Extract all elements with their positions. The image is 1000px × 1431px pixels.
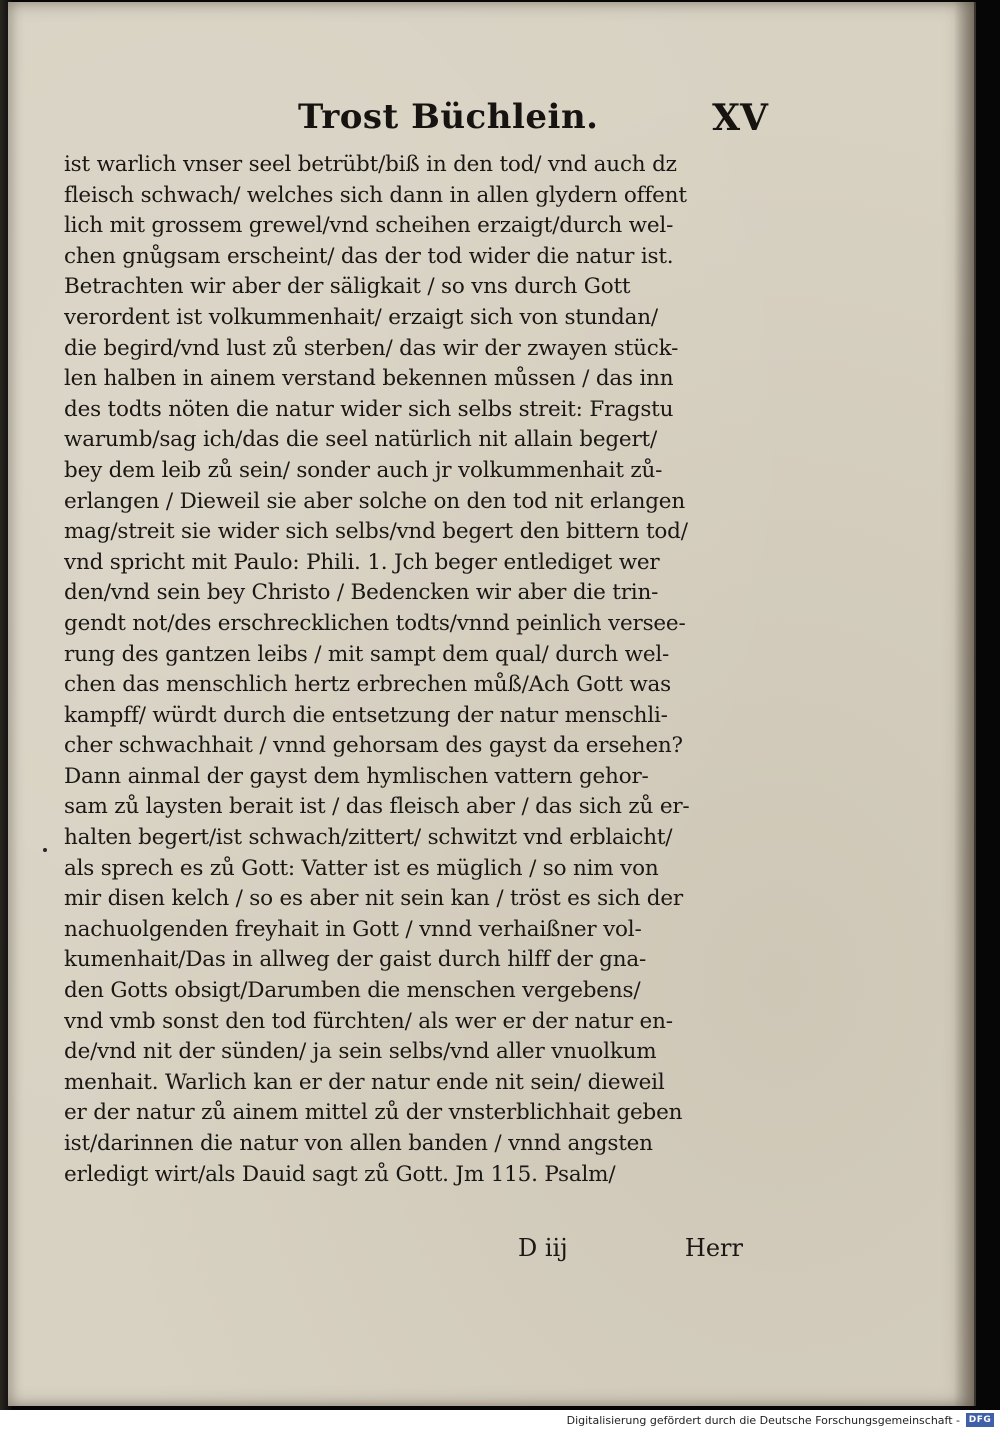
credit-bar — [0, 1410, 1000, 1431]
signature-mark: D iij — [518, 1234, 568, 1262]
text-line: ist warlich vnser seel betrübt/biß in den tod/ vnd auch dz — [64, 152, 677, 177]
text-line: erledigt wirt/als Dauid sagt zů Gott. Jm 115. Psalm/ — [64, 1161, 616, 1187]
text-line: den Gotts obsigt/Darumben die menschen vergebens/ — [64, 978, 641, 1004]
running-head — [298, 97, 768, 147]
book-page — [8, 2, 976, 1406]
text-line: erlangen / Dieweil sie aber solche on den tod nit erlangen — [64, 488, 685, 514]
text-line: de/vnd nit der sünden/ ja sein selbs/vnd aller vnuolkum — [64, 1039, 657, 1065]
text-line: rung des gantzen leibs / mit sampt dem qual/ durch wel- — [64, 641, 670, 667]
text-line: verordent ist volkummenhait/ erzaigt sich von stundan/ — [64, 304, 658, 330]
text-line: lich mit grossem grewel/vnd scheihen erzaigt/durch wel- — [64, 213, 674, 239]
text-line: des todts nöten die natur wider sich selbs streit: Fragstu — [64, 396, 674, 422]
text-line: er der natur zů ainem mittel zů der vnsterblichhait geben — [64, 1100, 683, 1126]
ink-spot — [43, 848, 47, 852]
text-line: nachuolgenden freyhait in Gott / vnnd verhaißner vol- — [64, 916, 642, 942]
text-line: chen das menschlich hertz erbrechen můß/Ach Gott was — [64, 672, 671, 698]
text-line: mag/streit sie wider sich selbs/vnd begert den bittern tod/ — [64, 519, 688, 545]
text-line: warumb/sag ich/das die seel natürlich nit allain begert/ — [64, 427, 658, 453]
text-line: als sprech es zů Gott: Vatter ist es müglich / so nim von — [64, 855, 659, 881]
catchword: Herr — [684, 1234, 743, 1262]
running-title: Trost Büchlein. — [298, 97, 599, 137]
text-line: Betrachten wir aber der säligkait / so vns durch Gott — [64, 274, 631, 300]
dfg-logo-icon: DFG — [966, 1413, 994, 1427]
text-line: sam zů laysten berait ist / das fleisch aber / das sich zů er- — [64, 794, 690, 820]
text-line: kumenhait/Das in allweg der gaist durch hilff der gna- — [64, 947, 647, 973]
text-line: vnd vmb sonst den tod fürchten/ als wer er der natur en- — [64, 1008, 673, 1034]
text-line: ist/darinnen die natur von allen banden / vnnd angsten — [64, 1131, 653, 1156]
text-line: Dann ainmal der gayst dem hymlischen vattern gehor- — [64, 763, 649, 789]
text-line: chen gnůgsam erscheint/ das der tod wider die natur ist. — [64, 243, 674, 269]
text-line: mir disen kelch / so es aber nit sein kan / tröst es sich der — [64, 886, 683, 912]
text-line: fleisch schwach/ welches sich dann in allen glydern offent — [64, 182, 687, 208]
text-line: len halben in ainem verstand bekennen můssen / das inn — [64, 366, 674, 392]
text-line: menhait. Warlich kan er der natur ende nit sein/ dieweil — [64, 1069, 665, 1095]
text-line: cher schwachhait / vnnd gehorsam des gayst da ersehen? — [64, 733, 683, 759]
text-line: die begird/vnd lust zů sterben/ das wir der zwayen stück- — [64, 335, 679, 361]
text-line: bey dem leib zů sein/ sonder auch jr volkummenhait zů- — [64, 457, 663, 483]
text-line: gendt not/des erschrecklichen todts/vnnd peinlich versee- — [64, 610, 686, 636]
text-line: kampff/ würdt durch die entsetzung der natur menschli- — [64, 702, 668, 728]
page-footer — [518, 1234, 743, 1274]
text-line: halten begert/ist schwach/zittert/ schwitzt vnd erblaicht/ — [64, 825, 673, 851]
folio-number: XV — [712, 97, 768, 139]
text-line: vnd spricht mit Paulo: Phili. 1. Jch beger entlediget wer — [64, 549, 660, 575]
page-edge — [954, 2, 974, 1406]
funding-credit: Digitalisierung gefördert durch die Deutsche Forschungsgemeinschaft - — [566, 1414, 960, 1427]
body-text — [64, 150, 784, 1190]
text-line: den/vnd sein bey Christo / Bedencken wir aber die trin- — [64, 580, 659, 606]
